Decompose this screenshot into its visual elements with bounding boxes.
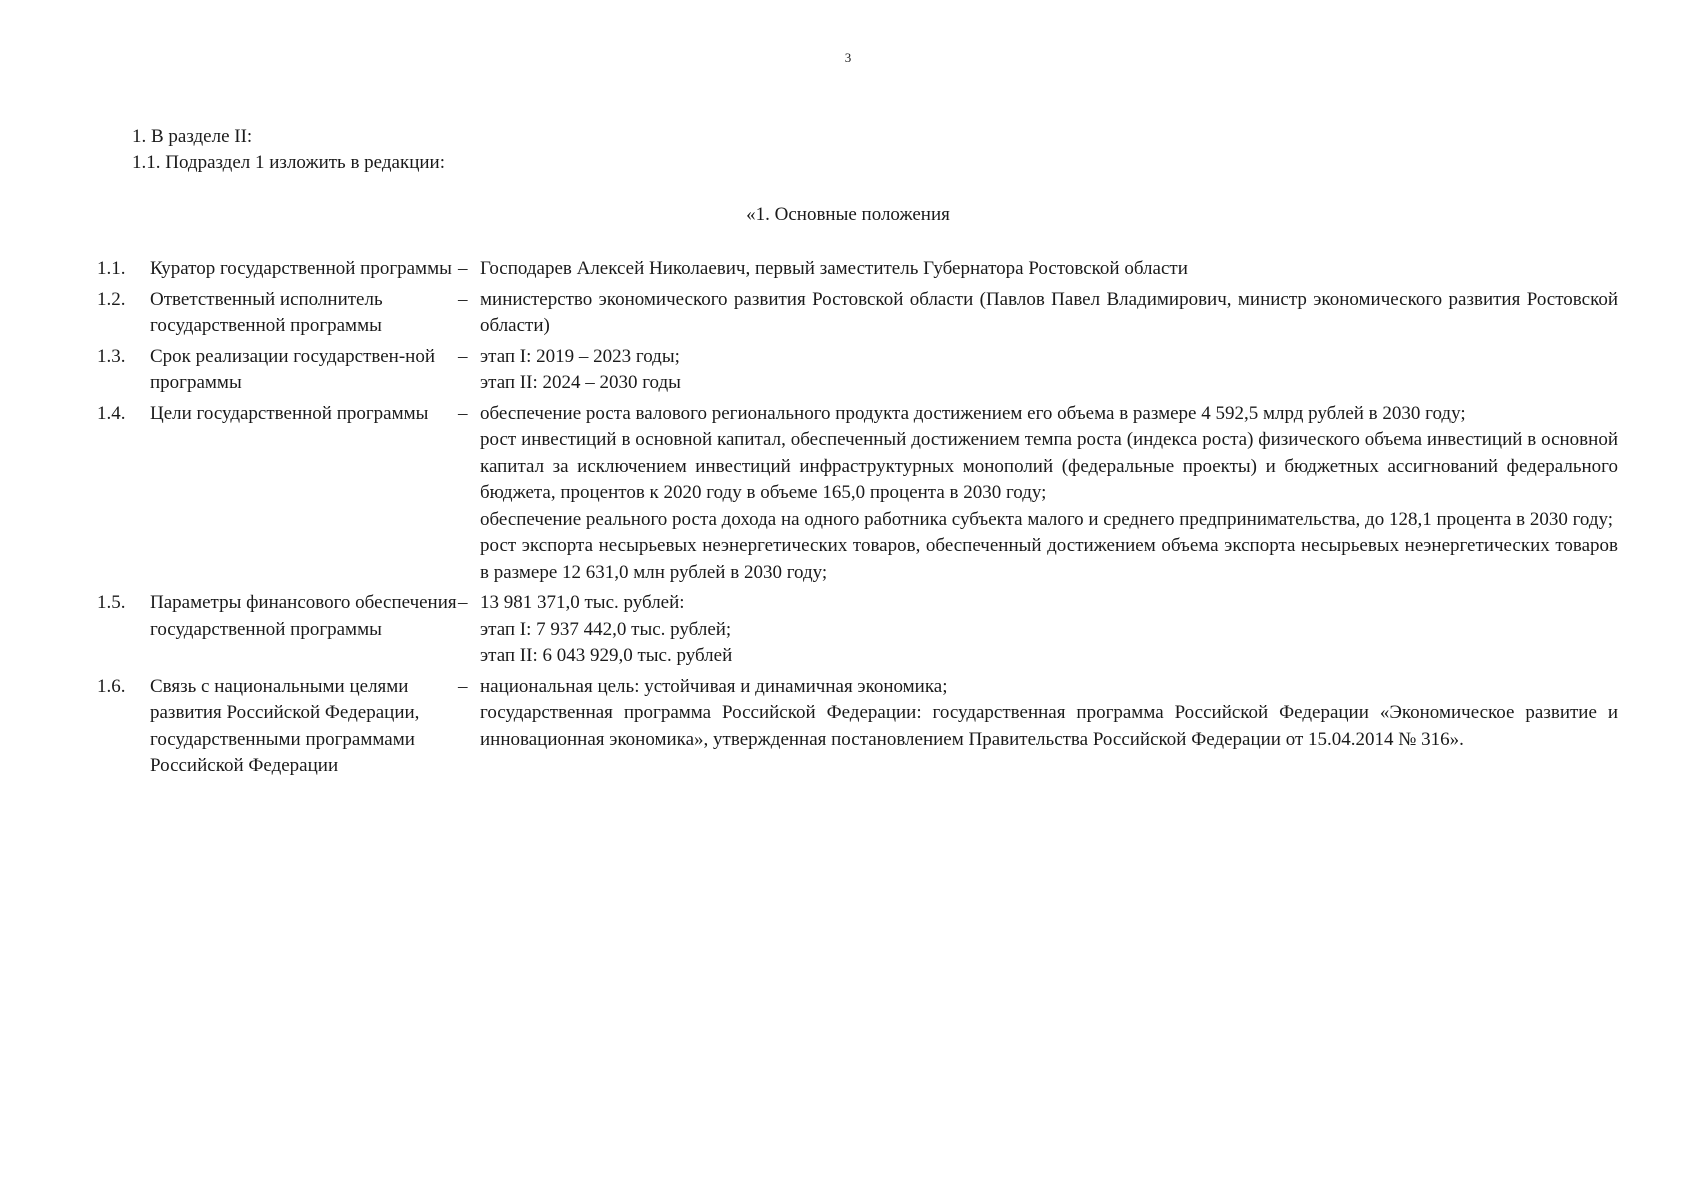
provision-number: 1.3. [97,345,126,367]
provision-label: Куратор государственной программы [150,258,452,279]
provision-label: Цели государственной программы [150,402,429,424]
provision-value [480,287,1618,340]
provision-value [480,344,1618,397]
provision-dash: – [458,402,468,424]
provision-label: Параметры финансового обеспечения государственной программы [150,592,457,640]
provision-row [97,287,1618,340]
provision-number: 1.2. [97,288,126,310]
provision-value-line: национальная цель: устойчивая и динамичная экономика; [480,675,948,697]
intro-block [132,124,445,176]
provision-value-line: этап II: 2024 – 2030 годы [480,372,681,393]
provision-value [480,674,1618,780]
provision-dash: – [458,675,468,697]
provision-value-line: этап II: 6 043 929,0 тыс. рублей [480,645,733,666]
provision-value-line: рост экспорта несырьевых неэнергетических товаров, обеспеченный достижением объема экспорта несырьевых неэнергетических товаров в размере 12 631,0 млн рублей в 2030 году; [480,535,1618,583]
provision-dash: – [458,592,468,613]
provision-value [480,256,1618,283]
provision-value-line: Господарев Алексей Николаевич, первый заместитель Губернатора Ростовской области [480,258,1188,279]
provision-value [480,590,1618,670]
provision-row [97,401,1618,587]
provision-dash: – [458,288,468,310]
provision-dash: – [458,258,468,279]
provision-value-line: министерство экономического развития Ростовской области (Павлов Павел Владимирович, министр экономического развития Ростовской области) [480,288,1618,336]
provision-value-line: 13 981 371,0 тыс. рублей: [480,592,685,613]
provision-label: Связь с национальными целями развития Российской Федерации, государственными программами Российской Федерации [150,675,420,776]
intro-line-subsection: 1.1. Подраздел 1 изложить в редакции: [132,152,445,173]
provision-value-line: государственная программа Российской Федерации: государственная программа Российской Федерации «Экономическое развитие и инновационная экономика», утвержденная постановлением Правительства Российской Федерации от 15.04.2014 № 316». [480,702,1618,750]
provision-number: 1.6. [97,675,126,697]
provision-row [97,590,1618,670]
provision-row [97,344,1618,397]
provision-label: Ответственный исполнитель государственной программы [150,288,383,336]
provision-value [480,401,1618,587]
provision-number: 1.4. [97,402,126,424]
provisions-table [97,256,1618,784]
intro-line-section: 1. В разделе II: [132,126,253,147]
provision-value-line: рост инвестиций в основной капитал, обеспеченный достижением темпа роста (индекса роста) физического объема инвестиций в основной капитал за исключением инвестиций инфраструктурных монополий (федеральные проекты) и бюджетных ассигнований федерального бюджета, процентов к 2020 году в объеме 165,0 процента в 2030 году; [480,429,1618,503]
provision-value-line: этап I: 2019 – 2023 годы; [480,345,680,367]
provision-row [97,674,1618,780]
provision-row [97,256,1618,283]
provision-dash: – [458,345,468,367]
provision-number: 1.1. [97,258,126,279]
page-number: 3 [844,50,852,65]
provision-value-line: этап I: 7 937 442,0 тыс. рублей; [480,618,732,640]
provision-value-line: обеспечение роста валового регионального продукта достижением его объема в размере 4 592,5 млрд рублей в 2030 году; [480,402,1466,424]
provision-number: 1.5. [97,592,126,613]
provision-value-line: обеспечение реального роста дохода на одного работника субъекта малого и среднего предпринимательства, до 128,1 процента в 2030 году; [480,508,1614,530]
section-heading: «1. Основные положения [746,204,950,225]
provision-label: Срок реализации государствен-ной программы [150,345,435,393]
